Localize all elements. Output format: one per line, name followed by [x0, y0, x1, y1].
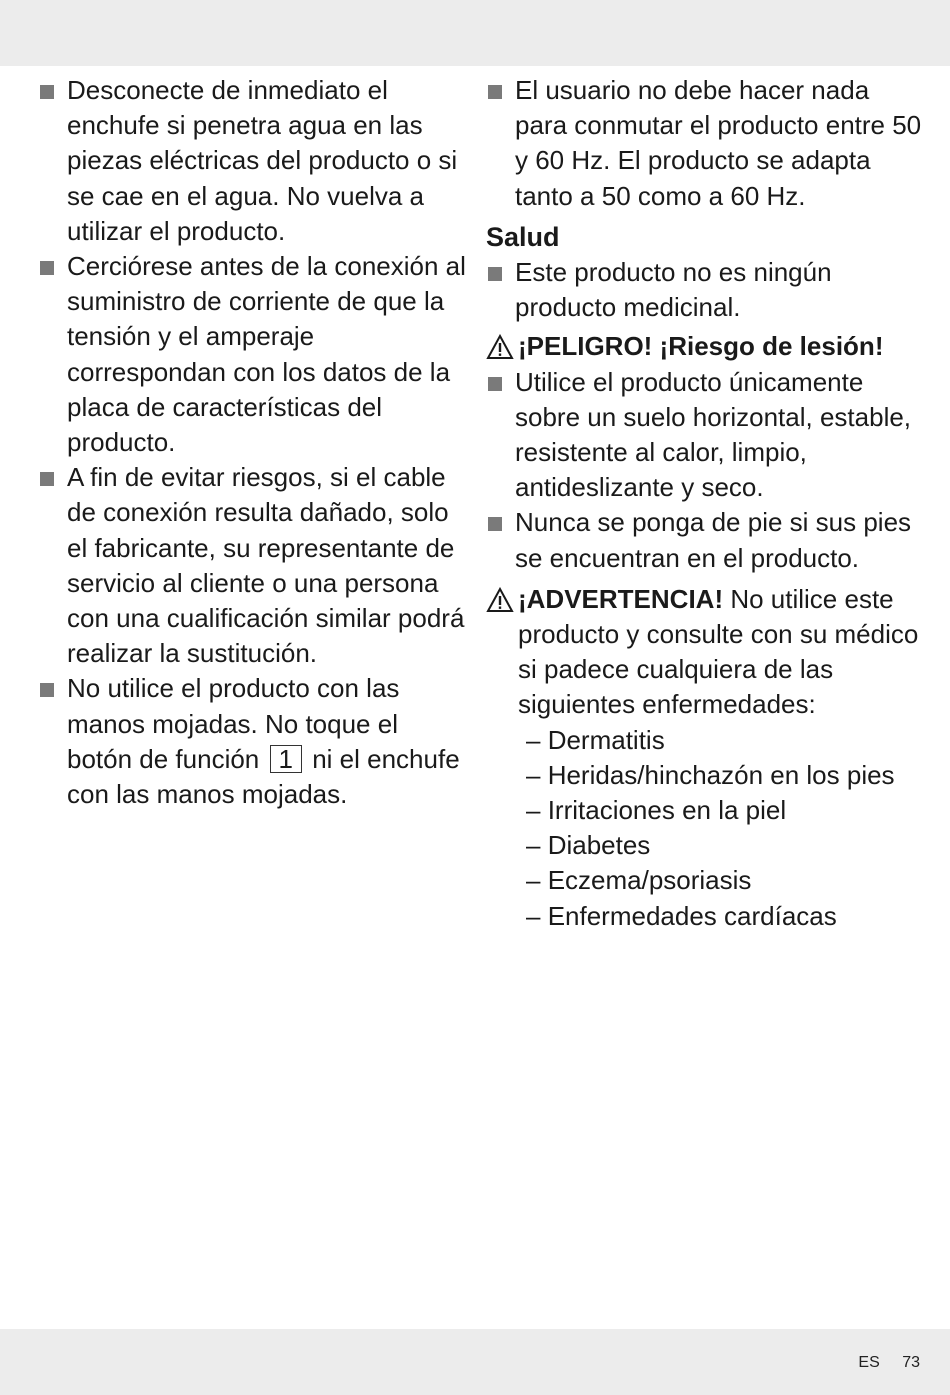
header-band [0, 0, 950, 66]
item-text-before: No utilice el producto con las manos mojadas. No toque el botón de función [67, 673, 400, 774]
list-item [486, 255, 926, 325]
footer-band [0, 1329, 950, 1395]
page-footer [858, 1354, 920, 1372]
warning-label: ¡ADVERTENCIA! [518, 583, 724, 614]
list-item: – Irritaciones en la piel [526, 793, 926, 828]
danger-label: ¡PELIGRO! ¡Riesgo de lesión! [518, 331, 884, 362]
square-bullet-icon [488, 377, 502, 391]
list-item: – Dermatitis [526, 723, 926, 758]
item-text: Utilice el producto únicamente sobre un suelo horizontal, estable, resistente al calor, limpio, antideslizante y seco. [515, 366, 912, 503]
list-item: – Heridas/hinchazón en los pies [526, 758, 926, 793]
list-item [486, 505, 926, 575]
list-item: – Enfermedades cardíacas [526, 899, 926, 934]
item-text: A fin de evitar riesgos, si el cable de conexión resulta dañado, solo el fabricante, su representante de servicio al cliente o una persona con una cualificación similar podrá realizar la sustitución. [67, 462, 465, 669]
square-bullet-icon [488, 85, 502, 99]
disease-list [486, 723, 926, 934]
list-item [486, 73, 926, 214]
list-item [38, 249, 468, 460]
list-item [38, 671, 468, 812]
function-button-reference: 1 [270, 745, 302, 773]
item-text-after: ni el enchufe con las manos mojadas. [67, 743, 460, 810]
item-text: Este producto no es ningún producto medicinal. [515, 257, 832, 323]
square-bullet-icon [40, 683, 54, 697]
square-bullet-icon [488, 517, 502, 531]
page-number: 73 [902, 1354, 920, 1371]
danger-notice [486, 329, 926, 364]
list-item: – Eczema/psoriasis [526, 863, 926, 898]
list-item [38, 73, 468, 249]
warning-text: No utilice este producto y consulte con su médico si padece cualquiera de las siguientes enfermedades: [518, 583, 919, 720]
left-column [38, 73, 468, 812]
list-item [38, 460, 468, 671]
item-text: El usuario no debe hacer nada para conmutar el producto entre 50 y 60 Hz. El producto se adapta tanto a 50 como a 60 Hz. [515, 75, 922, 211]
right-column [486, 73, 926, 934]
item-text: Nunca se ponga de pie si sus pies se encuentran en el producto. [515, 507, 912, 573]
language-code: ES [858, 1354, 880, 1371]
item-text: Cerciórese antes de la conexión al suministro de corriente de que la tensión y el amperaje correspondan con los datos de la placa de características del producto. [67, 251, 466, 458]
square-bullet-icon [488, 267, 502, 281]
list-item [486, 365, 926, 506]
warning-triangle-icon [486, 587, 514, 613]
square-bullet-icon [40, 85, 54, 99]
item-text: Desconecte de inmediato el enchufe si penetra agua en las piezas eléctricas del producto o si se cae en el agua. No vuelva a utilizar el producto. [67, 75, 458, 246]
square-bullet-icon [40, 261, 54, 275]
square-bullet-icon [40, 472, 54, 486]
warning-notice [486, 582, 926, 723]
list-item: – Diabetes [526, 828, 926, 863]
warning-triangle-icon [486, 334, 514, 360]
section-heading-salud: Salud [486, 221, 560, 252]
